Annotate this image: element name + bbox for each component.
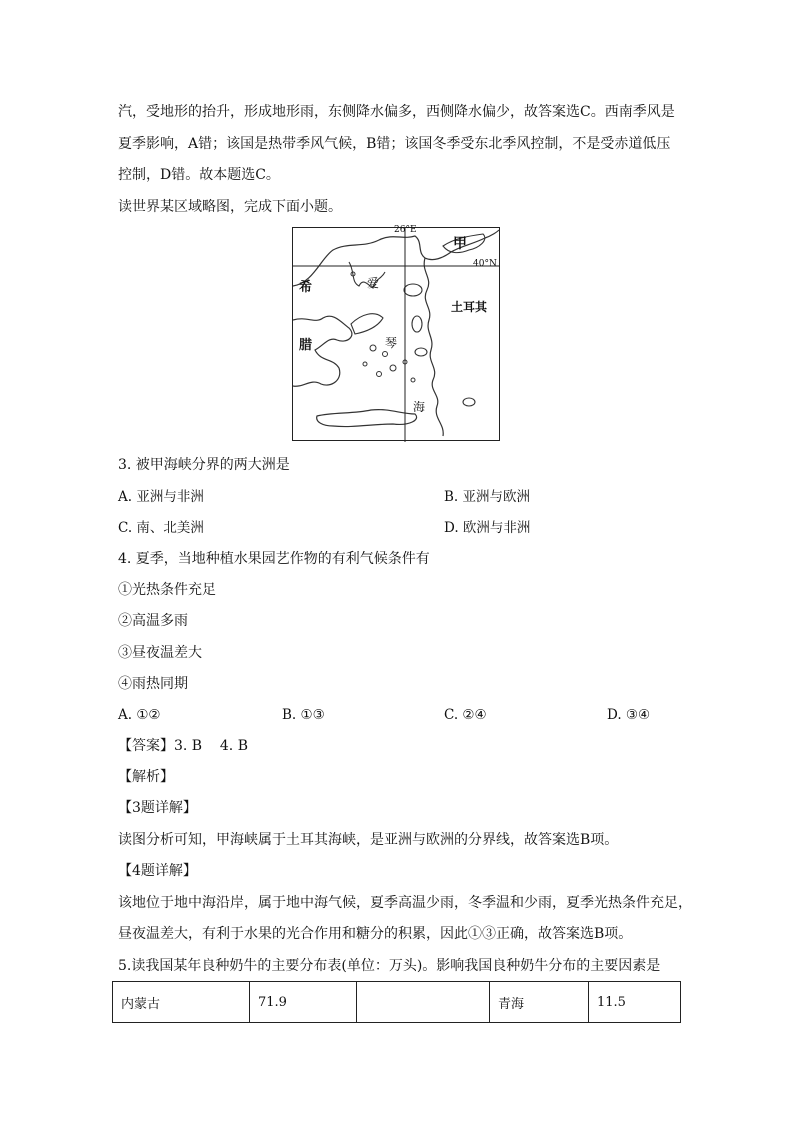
analysis-title: 【解析】 — [118, 769, 174, 785]
euboea-island — [351, 314, 383, 334]
q3-option-b: B. 亚洲与欧洲 — [444, 489, 531, 505]
q3-detail-text: 读图分析可知，甲海峡属于土耳其海峡，是亚洲与欧洲的分界线，故答案选B项。 — [118, 832, 619, 848]
cyclades-island — [390, 365, 396, 371]
region-map — [292, 227, 500, 441]
answer-line: 【答案】3. B 4. B — [118, 738, 248, 754]
table-cell: 11.5 — [589, 982, 681, 1023]
turkey-coastline — [424, 258, 443, 436]
q3-detail-title: 【3题详解】 — [118, 800, 197, 816]
lesbos-island — [404, 284, 422, 296]
q4-detail-text-2: 昼夜温差大，有利于水果的光合作用和糖分的积累，因此①③正确，故答案选B项。 — [118, 926, 633, 942]
lat-label: 40°N — [473, 259, 497, 269]
q4-detail-text-1: 该地位于地中海沿岸，属于地中海气候，夏季高温少雨，冬季温和少雨，夏季光热条件充足， — [118, 895, 692, 911]
chios-island — [412, 316, 422, 332]
rhodes-island — [463, 398, 475, 406]
q4-statement-4: ④雨热同期 — [118, 676, 188, 692]
table-row — [113, 982, 681, 1023]
sea-label-ai: 爱 — [367, 276, 380, 290]
turkey-label: 土耳其 — [451, 300, 488, 314]
paragraph-line-3: 控制，D错。故本题选C。 — [118, 167, 280, 183]
greece-label-la: 腊 — [299, 338, 313, 353]
cyclades-island — [411, 378, 415, 382]
sea-label-qin: 琴 — [385, 336, 398, 350]
table-cell: 71.9 — [250, 982, 357, 1023]
cyclades-island — [363, 362, 367, 366]
map-instruction: 读世界某区域略图，完成下面小题。 — [118, 199, 342, 215]
q4-statement-3: ③昼夜温差大 — [118, 645, 202, 661]
crete-island — [317, 410, 417, 427]
q3-stem: 3. 被甲海峡分界的两大洲是 — [118, 457, 290, 473]
paragraph-line-2: 夏季影响，A错；该国是热带季风气候，B错；该国冬季受东北季风控制，不是受赤道低压 — [118, 136, 671, 152]
q4-detail-title: 【4题详解】 — [118, 863, 197, 879]
strait-label-jia: 甲 — [453, 236, 467, 252]
samos-island — [415, 348, 427, 356]
lon-label: 26°E — [394, 225, 417, 235]
q4-statement-1: ①光热条件充足 — [118, 582, 216, 598]
table-cell: 内蒙古 — [113, 982, 250, 1023]
greece-label-xi: 希 — [299, 280, 313, 295]
sea-label-hai: 海 — [413, 400, 426, 414]
q4-option-d: D. ③④ — [607, 707, 651, 723]
q3-option-d: D. 欧洲与非洲 — [444, 520, 531, 536]
q3-option-c: C. 南、北美洲 — [118, 520, 204, 536]
q4-option-c: C. ②④ — [444, 707, 487, 723]
q3-option-a: A. 亚洲与非洲 — [118, 489, 204, 505]
q5-stem: 5.读我国某年良种奶牛的主要分布表(单位：万头)。影响我国良种奶牛分布的主要因素是 — [118, 958, 661, 974]
q4-option-a: A. ①② — [118, 707, 161, 723]
q4-statement-2: ②高温多雨 — [118, 613, 188, 629]
paragraph-line-1: 汽，受地形的抬升，形成地形雨，东侧降水偏多，西侧降水偏少，故答案选C。西南季风是 — [118, 104, 675, 120]
table-cell — [357, 982, 490, 1023]
dairy-cow-table — [112, 981, 681, 1023]
cyclades-island — [370, 345, 376, 351]
cyclades-island — [383, 352, 388, 357]
north-coastline — [293, 230, 499, 286]
q4-stem: 4. 夏季，当地种植水果园艺作物的有利气候条件有 — [118, 551, 430, 567]
q4-option-b: B. ①③ — [282, 707, 325, 723]
cyclades-island — [377, 372, 382, 377]
table-cell: 青海 — [490, 982, 589, 1023]
